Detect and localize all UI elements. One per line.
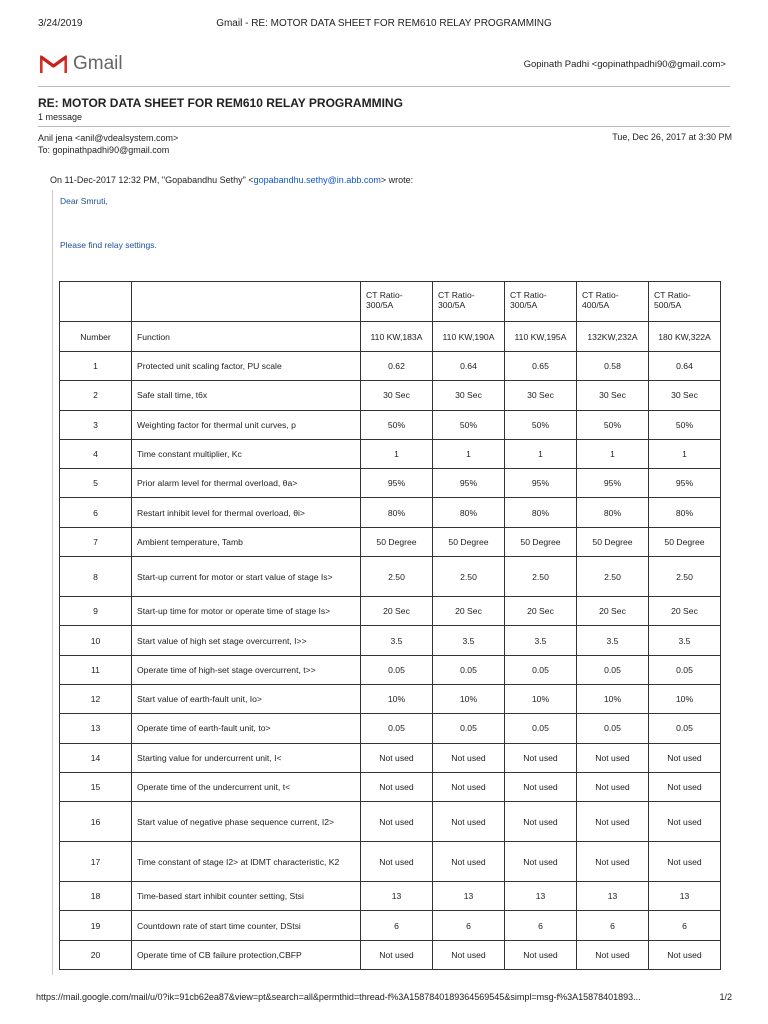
table-row [60,655,721,684]
value-cell: 0.05 [505,655,577,684]
table-row [60,940,721,969]
value-cell: Not used [433,772,505,801]
table-row [60,527,721,556]
row-number: 4 [60,439,132,468]
relay-settings-table [59,281,721,970]
value-cell: 50% [577,410,649,439]
function-cell: Operate time of earth-fault unit, to> [132,714,361,743]
row-number: 19 [60,911,132,940]
table-row [60,381,721,410]
rating-header: 110 KW,195A [505,322,577,352]
row-number: 10 [60,626,132,655]
value-cell: 10% [649,684,721,713]
table-row [60,597,721,626]
value-cell: Not used [649,842,721,882]
value-cell: 20 Sec [505,597,577,626]
value-cell: 95% [505,469,577,498]
table-row [60,802,721,842]
email-subject: RE: MOTOR DATA SHEET FOR REM610 RELAY PROGRAMMING [38,96,403,110]
print-date: 3/24/2019 [38,18,83,29]
value-cell: 95% [361,469,433,498]
function-cell: Safe stall time, t6x [132,381,361,410]
function-cell: Start value of negative phase sequence current, I2> [132,802,361,842]
function-cell: Start-up current for motor or start value of stage Is> [132,557,361,597]
function-cell: Restart inhibit level for thermal overload, θi> [132,498,361,527]
row-number: 13 [60,714,132,743]
value-cell: 3.5 [649,626,721,655]
value-cell: Not used [649,802,721,842]
value-cell: 2.50 [649,557,721,597]
row-number: 1 [60,352,132,381]
ct-header: CT Ratio-500/5A [649,282,721,322]
function-cell: Weighting factor for thermal unit curves, p [132,410,361,439]
row-number: 8 [60,557,132,597]
value-cell: Not used [577,842,649,882]
row-number: 14 [60,743,132,772]
value-cell: 20 Sec [361,597,433,626]
table-row [60,842,721,882]
value-cell: Not used [433,940,505,969]
table-row [60,469,721,498]
value-cell: 3.5 [577,626,649,655]
account-label: Gopinath Padhi <gopinathpadhi90@gmail.com> [523,59,726,70]
gmail-logo[interactable] [40,53,123,75]
function-cell: Start value of high set stage overcurrent, I>> [132,626,361,655]
value-cell: 2.50 [433,557,505,597]
sender-block [38,132,178,156]
value-cell: 3.5 [361,626,433,655]
value-cell: 6 [361,911,433,940]
ct-header-row [60,282,721,322]
table-row [60,439,721,468]
value-cell: 6 [505,911,577,940]
value-cell: Not used [361,802,433,842]
print-url: https://mail.google.com/mail/u/0?ik=91cb62ea87&view=pt&search=all&permthid=thread-f%3A1587840189364569545&simpl=msg-f%3A15878401893... [36,992,641,1002]
value-cell: Not used [505,842,577,882]
value-cell: 50% [505,410,577,439]
value-cell: Not used [361,772,433,801]
value-cell: 50% [433,410,505,439]
value-cell: 95% [433,469,505,498]
value-cell: 50 Degree [577,527,649,556]
function-cell: Start-up time for motor or operate time of stage Is> [132,597,361,626]
value-cell: 3.5 [433,626,505,655]
row-number: 5 [60,469,132,498]
value-cell: 2.50 [505,557,577,597]
function-cell: Operate time of CB failure protection,CBFP [132,940,361,969]
value-cell: Not used [361,842,433,882]
col-function-header: Function [132,322,361,352]
value-cell: Not used [433,842,505,882]
row-number: 9 [60,597,132,626]
function-cell: Countdown rate of start time counter, DStsi [132,911,361,940]
value-cell: 80% [577,498,649,527]
row-number: 15 [60,772,132,801]
row-number: 12 [60,684,132,713]
function-cell: Protected unit scaling factor, PU scale [132,352,361,381]
function-cell: Time constant of stage I2> at IDMT characteristic, K2 [132,842,361,882]
row-number: 7 [60,527,132,556]
function-cell: Ambient temperature, Tamb [132,527,361,556]
function-cell: Prior alarm level for thermal overload, θa> [132,469,361,498]
value-cell: Not used [361,940,433,969]
table-row [60,498,721,527]
value-cell: 13 [505,882,577,911]
value-cell: 6 [433,911,505,940]
subject-divider [38,126,730,127]
value-cell: Not used [505,772,577,801]
table-row [60,882,721,911]
value-cell: 3.5 [505,626,577,655]
value-cell: 20 Sec [433,597,505,626]
quote-attribution: On 11-Dec-2017 12:32 PM, "Gopabandhu Sethy" <gopabandhu.sethy@in.abb.com> wrote: [50,175,414,185]
col-number-header: Number [60,322,132,352]
value-cell: 1 [505,439,577,468]
value-cell: 10% [577,684,649,713]
function-cell: Starting value for undercurrent unit, I< [132,743,361,772]
value-cell: 1 [577,439,649,468]
value-cell: 80% [433,498,505,527]
value-cell: 10% [361,684,433,713]
value-cell: 80% [505,498,577,527]
value-cell: 50% [361,410,433,439]
value-cell: 80% [649,498,721,527]
row-number: 18 [60,882,132,911]
value-cell: 0.64 [433,352,505,381]
table-row [60,557,721,597]
value-cell: 0.05 [361,655,433,684]
value-cell: 13 [433,882,505,911]
table-row [60,352,721,381]
value-cell: 10% [505,684,577,713]
table-row [60,714,721,743]
value-cell: 30 Sec [649,381,721,410]
value-cell: 95% [649,469,721,498]
value-cell: 0.05 [577,655,649,684]
value-cell: 50 Degree [433,527,505,556]
value-cell: Not used [505,743,577,772]
value-cell: 0.05 [433,655,505,684]
function-cell: Operate time of the undercurrent unit, t< [132,772,361,801]
row-number: 16 [60,802,132,842]
value-cell: Not used [577,772,649,801]
value-cell: 1 [649,439,721,468]
value-cell: 95% [577,469,649,498]
page-number: 1/2 [719,992,732,1002]
value-cell: 50 Degree [649,527,721,556]
value-cell: 1 [361,439,433,468]
table-row [60,743,721,772]
value-cell: 30 Sec [577,381,649,410]
table-row [60,626,721,655]
value-cell: 0.64 [649,352,721,381]
ct-header: CT Ratio-400/5A [577,282,649,322]
value-cell: 50 Degree [505,527,577,556]
value-cell: Not used [577,743,649,772]
value-cell: 2.50 [361,557,433,597]
rating-header: 132KW,232A [577,322,649,352]
gmail-m-icon [40,54,67,74]
function-cell: Time-based start inhibit counter setting, Stsi [132,882,361,911]
value-cell: Not used [649,743,721,772]
row-number: 11 [60,655,132,684]
value-cell: 0.65 [505,352,577,381]
value-cell: 13 [577,882,649,911]
function-cell: Start value of earth-fault unit, Io> [132,684,361,713]
value-cell: Not used [649,772,721,801]
row-number: 20 [60,940,132,969]
function-cell: Time constant multiplier, Kc [132,439,361,468]
value-cell: Not used [577,802,649,842]
value-cell: 0.05 [649,655,721,684]
value-cell: 0.05 [577,714,649,743]
header-divider [38,86,730,87]
rating-header: 180 KW,322A [649,322,721,352]
empty-cell [60,282,132,322]
value-cell: 6 [577,911,649,940]
value-cell: Not used [433,802,505,842]
empty-cell [132,282,361,322]
table-row [60,772,721,801]
row-number: 17 [60,842,132,882]
value-cell: 13 [361,882,433,911]
body-text: Please find relay settings. [60,240,157,250]
value-cell: 20 Sec [649,597,721,626]
value-cell: Not used [577,940,649,969]
value-cell: 50 Degree [361,527,433,556]
value-cell: 30 Sec [505,381,577,410]
print-title: Gmail - RE: MOTOR DATA SHEET FOR REM610 RELAY PROGRAMMING [216,18,552,29]
ct-header: CT Ratio-300/5A [505,282,577,322]
value-cell: 0.05 [433,714,505,743]
email-date: Tue, Dec 26, 2017 at 3:30 PM [612,132,732,142]
value-cell: 1 [433,439,505,468]
value-cell: 0.05 [649,714,721,743]
rating-header-row [60,322,721,352]
rating-header: 110 KW,183A [361,322,433,352]
value-cell: 13 [649,882,721,911]
row-number: 3 [60,410,132,439]
ct-header: CT Ratio-300/5A [433,282,505,322]
value-cell: Not used [649,940,721,969]
value-cell: 0.62 [361,352,433,381]
value-cell: Not used [505,940,577,969]
value-cell: Not used [505,802,577,842]
row-number: 2 [60,381,132,410]
value-cell: 2.50 [577,557,649,597]
value-cell: 10% [433,684,505,713]
message-count: 1 message [38,112,83,122]
value-cell: 50% [649,410,721,439]
rating-header: 110 KW,190A [433,322,505,352]
value-cell: 0.05 [361,714,433,743]
value-cell: 30 Sec [361,381,433,410]
value-cell: Not used [433,743,505,772]
gmail-wordmark: Gmail [73,53,123,74]
function-cell: Operate time of high-set stage overcurrent, t>> [132,655,361,684]
value-cell: 30 Sec [433,381,505,410]
row-number: 6 [60,498,132,527]
value-cell: 6 [649,911,721,940]
from-line: Anil jena <anil@vdealsystem.com> [38,133,179,143]
ct-header: CT Ratio-300/5A [361,282,433,322]
table-row [60,911,721,940]
to-line: To: gopinathpadhi90@gmail.com [38,145,170,155]
value-cell: 80% [361,498,433,527]
value-cell: Not used [361,743,433,772]
quote-email-link[interactable]: gopabandhu.sethy@in.abb.com [253,175,381,185]
greeting: Dear Smruti, [60,196,108,206]
value-cell: 0.58 [577,352,649,381]
table-row [60,410,721,439]
quote-bar [52,190,53,975]
value-cell: 0.05 [505,714,577,743]
value-cell: 20 Sec [577,597,649,626]
table-row [60,684,721,713]
